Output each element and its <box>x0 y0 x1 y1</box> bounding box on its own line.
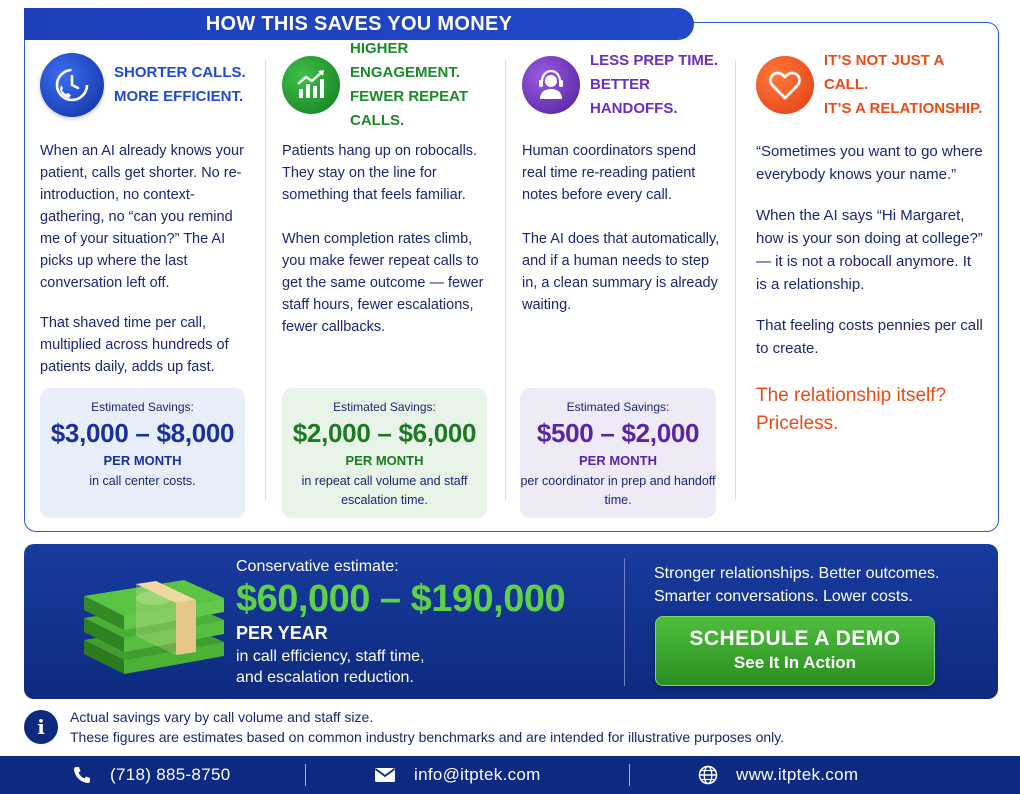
column-higher-engagement <box>282 40 497 338</box>
tagline <box>654 562 939 608</box>
footer-divider <box>305 764 306 786</box>
growth-chart-icon <box>282 56 340 114</box>
estimate-desc <box>236 646 565 688</box>
body-paragraph: The AI does that automatically, and if a human needs to step in, a clean summary is already waiting. <box>522 231 720 313</box>
column-shorter-calls <box>40 50 255 378</box>
estimate-banner <box>24 544 998 699</box>
phone-number: (718) 885-8750 <box>110 765 231 784</box>
column-subheading: FEWER REPEAT CALLS. <box>350 88 469 129</box>
body-paragraph: Patients hang up on robocalls. They stay on the line for something that feels familiar. <box>282 143 478 203</box>
disclaimer-line: These figures are estimates based on common industry benchmarks and are intended for illustrative purposes only. <box>70 729 785 745</box>
savings-unit: PER MONTH <box>579 453 657 468</box>
estimate-desc-line: and escalation reduction. <box>236 669 414 686</box>
phone-link[interactable] <box>72 756 230 794</box>
body-paragraph: When the AI says “Hi Margaret, how is your son doing at college?” — it is not a robocall anymore. It is a relationship. <box>756 207 983 293</box>
banner-divider <box>624 558 625 686</box>
body-paragraph: Human coordinators spend real time re-reading patient notes before every call. <box>522 143 697 203</box>
phone-icon <box>72 765 92 785</box>
heart-icon <box>756 56 814 114</box>
column-divider <box>505 60 506 500</box>
website-url: www.itptek.com <box>736 765 859 784</box>
column-heading: SHORTER CALLS. <box>114 64 246 81</box>
estimate-unit: PER YEAR <box>236 623 328 643</box>
envelope-icon <box>374 767 396 783</box>
estimate-amount: $60,000 – $190,000 <box>236 578 566 620</box>
body-paragraph: When an AI already knows your patient, calls get shorter. No re-introduction, no context-gathering, no “can you remind me of your situation?” The AI picks up where the last conversation left off. <box>40 143 244 291</box>
footer-divider <box>629 764 630 786</box>
estimate-desc-line: in call efficiency, staff time, <box>236 648 425 665</box>
column-relationship <box>756 50 986 438</box>
body-paragraph: When completion rates climb, you make fewer repeat calls to get the same outcome — fewer staff hours, fewer escalations, fewer callbacks. <box>282 231 484 335</box>
savings-desc: in repeat call volume and staff escalation time. <box>301 474 468 507</box>
savings-desc: in call center costs. <box>89 474 196 488</box>
savings-box <box>520 388 716 518</box>
savings-amount: $500 – $2,000 <box>536 418 700 448</box>
schedule-demo-button[interactable] <box>655 616 935 686</box>
savings-desc: per coordinator in prep and handoff time. <box>520 474 716 507</box>
savings-amount: $3,000 – $8,000 <box>50 418 235 448</box>
phone-clock-icon <box>40 53 104 117</box>
savings-box <box>40 388 245 518</box>
closing-line: The relationship itself? Priceless. <box>756 385 947 434</box>
savings-box <box>282 388 487 518</box>
column-less-prep <box>522 50 722 316</box>
savings-amount: $2,000 – $6,000 <box>292 418 477 448</box>
body-paragraph: That feeling costs pennies per call to create. <box>756 317 983 357</box>
globe-icon <box>698 765 718 785</box>
email-address: info@itptek.com <box>414 765 541 784</box>
page-title: HOW THIS SAVES YOU MONEY <box>24 8 694 40</box>
headset-agent-icon <box>522 56 580 114</box>
savings-label: Estimated Savings: <box>91 400 194 414</box>
website-link[interactable] <box>698 756 858 794</box>
tagline-line: Smarter conversations. Lower costs. <box>654 588 913 605</box>
body-paragraph: That shaved time per call, multiplied across hundreds of patients daily, adds up fast. <box>40 315 229 375</box>
savings-label: Estimated Savings: <box>566 400 670 414</box>
contact-footer <box>0 756 1020 794</box>
savings-label: Estimated Savings: <box>333 400 436 414</box>
column-divider <box>735 60 736 500</box>
info-icon: i <box>24 710 58 744</box>
money-stack-icon <box>64 562 234 682</box>
quote-paragraph: “Sometimes you want to go where everybody knows your name.” <box>756 143 983 183</box>
demo-button-label: SCHEDULE A DEMO <box>689 627 901 650</box>
estimate-label: Conservative estimate: <box>236 558 399 575</box>
disclaimer <box>24 706 994 750</box>
column-divider <box>265 60 266 500</box>
savings-unit: PER MONTH <box>345 453 424 468</box>
demo-button-sublabel: See It In Action <box>733 653 857 672</box>
column-heading: HIGHER ENGAGEMENT. <box>350 40 461 81</box>
column-subheading: MORE EFFICIENT. <box>114 88 244 105</box>
column-subheading: BETTER HANDOFFS. <box>590 76 678 117</box>
disclaimer-line: Actual savings vary by call volume and staff size. <box>70 709 374 725</box>
column-heading: IT’S NOT JUST A CALL. <box>824 52 944 93</box>
email-link[interactable] <box>374 756 541 794</box>
savings-unit: PER MONTH <box>103 453 182 468</box>
tagline-line: Stronger relationships. Better outcomes. <box>654 565 940 582</box>
column-heading: LESS PREP TIME. <box>590 52 719 69</box>
column-subheading: IT’S A RELATIONSHIP. <box>824 100 983 117</box>
